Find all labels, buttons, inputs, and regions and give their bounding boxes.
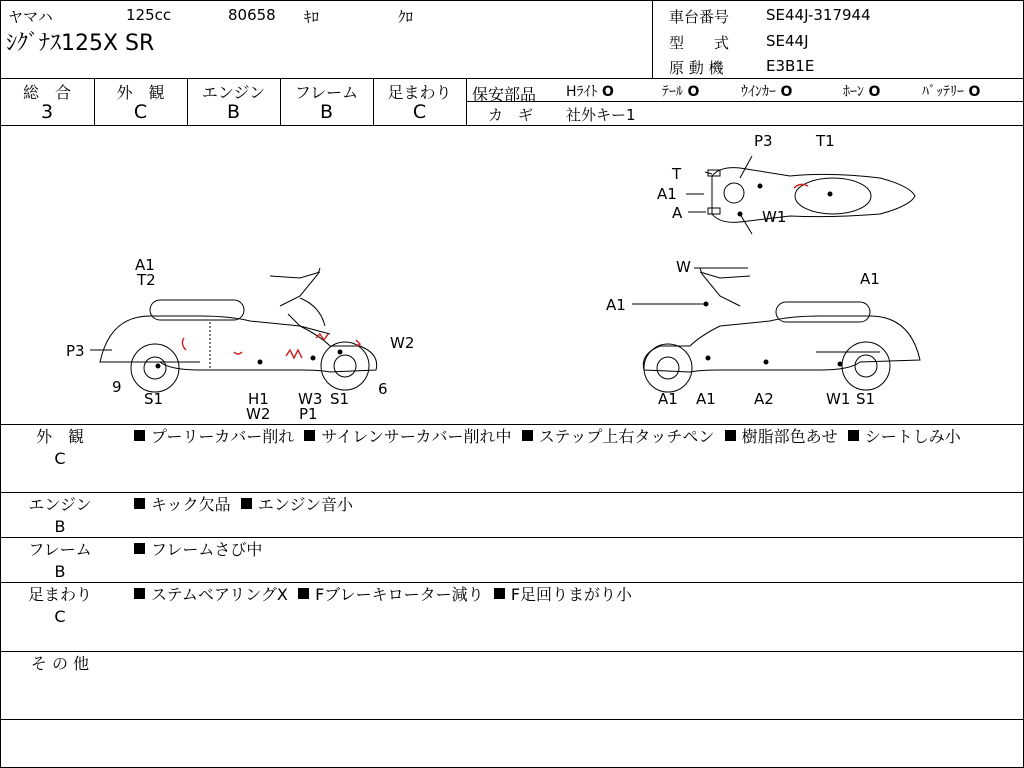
diag-label-left: S1 bbox=[330, 390, 350, 408]
safety-item-name: ｳｲﾝｶｰ bbox=[741, 84, 776, 100]
grade-overall-label: 総 合 bbox=[22, 83, 71, 102]
diag-label-top: T1 bbox=[816, 132, 835, 150]
safety-item bbox=[843, 81, 880, 101]
engine-code: E3B1E bbox=[766, 57, 815, 75]
grade-suspension-label: 足まわり bbox=[387, 83, 452, 102]
maker: ヤマハ bbox=[8, 8, 53, 26]
grade-overall-value: 3 bbox=[40, 101, 54, 123]
diagram-labels bbox=[66, 132, 880, 423]
finding-item: F足回りまがり小 bbox=[510, 585, 633, 604]
safety-item-name: ﾎｰﾝ bbox=[843, 84, 864, 100]
section-grade: C bbox=[54, 607, 66, 626]
mileage-unit: ｷﾛ bbox=[304, 8, 320, 26]
diag-label-right: A1 bbox=[658, 390, 678, 408]
finding-item: エンジン音小 bbox=[257, 495, 354, 514]
header-divider bbox=[652, 0, 653, 78]
section-rule bbox=[0, 424, 1024, 425]
grade-exterior-value: C bbox=[133, 101, 148, 123]
section-heading: フレーム bbox=[28, 540, 92, 559]
safety-item-name: Hﾗｲﾄ bbox=[566, 84, 598, 100]
safety-label: 保安部品 bbox=[472, 85, 537, 104]
mileage: 80658 bbox=[228, 6, 276, 24]
section-rule bbox=[0, 651, 1024, 652]
diag-label-top: T bbox=[672, 165, 682, 183]
finding-item: サイレンサーカバー削れ中 bbox=[321, 427, 512, 446]
section-grade: C bbox=[54, 449, 66, 468]
diag-label-right: A1 bbox=[606, 296, 626, 314]
safety-item bbox=[741, 81, 792, 101]
grade-frame-label: フレーム bbox=[294, 83, 359, 102]
diag-label-top: A1 bbox=[657, 185, 677, 203]
grade-engine-value: B bbox=[226, 101, 241, 123]
diag-label-left: P3 bbox=[66, 342, 85, 360]
finding-item: 樹脂部色あせ bbox=[741, 427, 838, 446]
section-rule bbox=[0, 492, 1024, 493]
safety-item bbox=[662, 81, 699, 101]
diag-label-left: T2 bbox=[137, 271, 156, 289]
header-rule bbox=[0, 78, 1024, 79]
section-items bbox=[134, 584, 1014, 606]
finding-item: キック欠品 bbox=[151, 495, 231, 514]
diag-label-left: H1 bbox=[248, 390, 269, 408]
section-rule bbox=[0, 719, 1024, 720]
safety-item-mark: O bbox=[780, 84, 793, 100]
finding-item: フレームさび中 bbox=[151, 540, 263, 559]
diag-label-left: W2 bbox=[246, 405, 271, 423]
frame-no-label: 車台番号 bbox=[669, 8, 730, 26]
section-heading: 足まわり bbox=[27, 585, 92, 604]
safety-item bbox=[922, 81, 980, 101]
safety-item-mark: O bbox=[601, 84, 614, 100]
diag-label-left: 6 bbox=[378, 380, 388, 398]
grade-exterior-label: 外 観 bbox=[116, 83, 165, 102]
diag-label-right: W bbox=[676, 258, 691, 276]
safety-item-mark: O bbox=[687, 84, 700, 100]
diag-label-left: 9 bbox=[112, 378, 122, 396]
safety-item-name: ﾊﾞｯﾃﾘｰ bbox=[922, 84, 964, 100]
section-items bbox=[134, 494, 1014, 516]
diag-label-top: P3 bbox=[754, 132, 773, 150]
finding-item: ステムベアリングX bbox=[151, 585, 288, 604]
grid-line bbox=[466, 101, 1024, 102]
section-grade: B bbox=[54, 562, 66, 581]
diag-label-top: W1 bbox=[762, 208, 787, 226]
diag-label-right: A2 bbox=[754, 390, 774, 408]
diag-label-right: S1 bbox=[856, 390, 876, 408]
model-code-label: 型 式 bbox=[669, 34, 730, 52]
section-items bbox=[134, 539, 1014, 561]
section-grade: B bbox=[54, 517, 66, 536]
top-view bbox=[708, 156, 915, 234]
finding-item: プーリーカバー削れ bbox=[151, 427, 295, 446]
safety-item-name: ﾃｰﾙ bbox=[662, 84, 683, 100]
finding-item: Fブレーキローター減り bbox=[315, 585, 484, 604]
key-value: 社外キー1 bbox=[566, 106, 636, 124]
diag-label-right: A1 bbox=[860, 270, 880, 288]
section-heading: エンジン bbox=[28, 495, 92, 514]
color: ｸﾛ bbox=[398, 8, 414, 26]
diag-label-right: A1 bbox=[696, 390, 716, 408]
diag-label-top: A bbox=[672, 204, 683, 222]
damage-diagram bbox=[0, 126, 1024, 424]
safety-item bbox=[566, 81, 614, 101]
model-code: SE44J bbox=[766, 32, 809, 50]
frame-no: SE44J-317944 bbox=[766, 6, 871, 24]
section-rule bbox=[0, 582, 1024, 583]
key-label: カ ギ bbox=[488, 106, 534, 124]
displacement: 125cc bbox=[126, 6, 172, 24]
diag-label-left: P1 bbox=[299, 405, 318, 423]
section-heading: そ の 他 bbox=[30, 654, 90, 673]
grade-suspension-value: C bbox=[412, 101, 427, 123]
safety-item-mark: O bbox=[868, 84, 881, 100]
section-rule bbox=[0, 537, 1024, 538]
section-heading: 外 観 bbox=[35, 427, 84, 446]
finding-item: ステップ上右タッチペン bbox=[538, 427, 715, 446]
diag-label-left: W3 bbox=[298, 390, 323, 408]
safety-item-mark: O bbox=[968, 84, 981, 100]
grade-engine-label: エンジン bbox=[201, 83, 266, 102]
diag-label-right: W1 bbox=[826, 390, 851, 408]
diag-label-left: S1 bbox=[144, 390, 164, 408]
finding-item: シートしみ小 bbox=[864, 427, 961, 446]
grade-frame-value: B bbox=[319, 101, 334, 123]
engine-label: 原 動 機 bbox=[669, 59, 724, 77]
diag-label-left: A1 bbox=[135, 256, 155, 274]
model-name: ｼｸﾞﾅｽ125X SR bbox=[6, 31, 155, 56]
diag-label-left: W2 bbox=[390, 334, 415, 352]
section-items bbox=[134, 426, 1014, 448]
